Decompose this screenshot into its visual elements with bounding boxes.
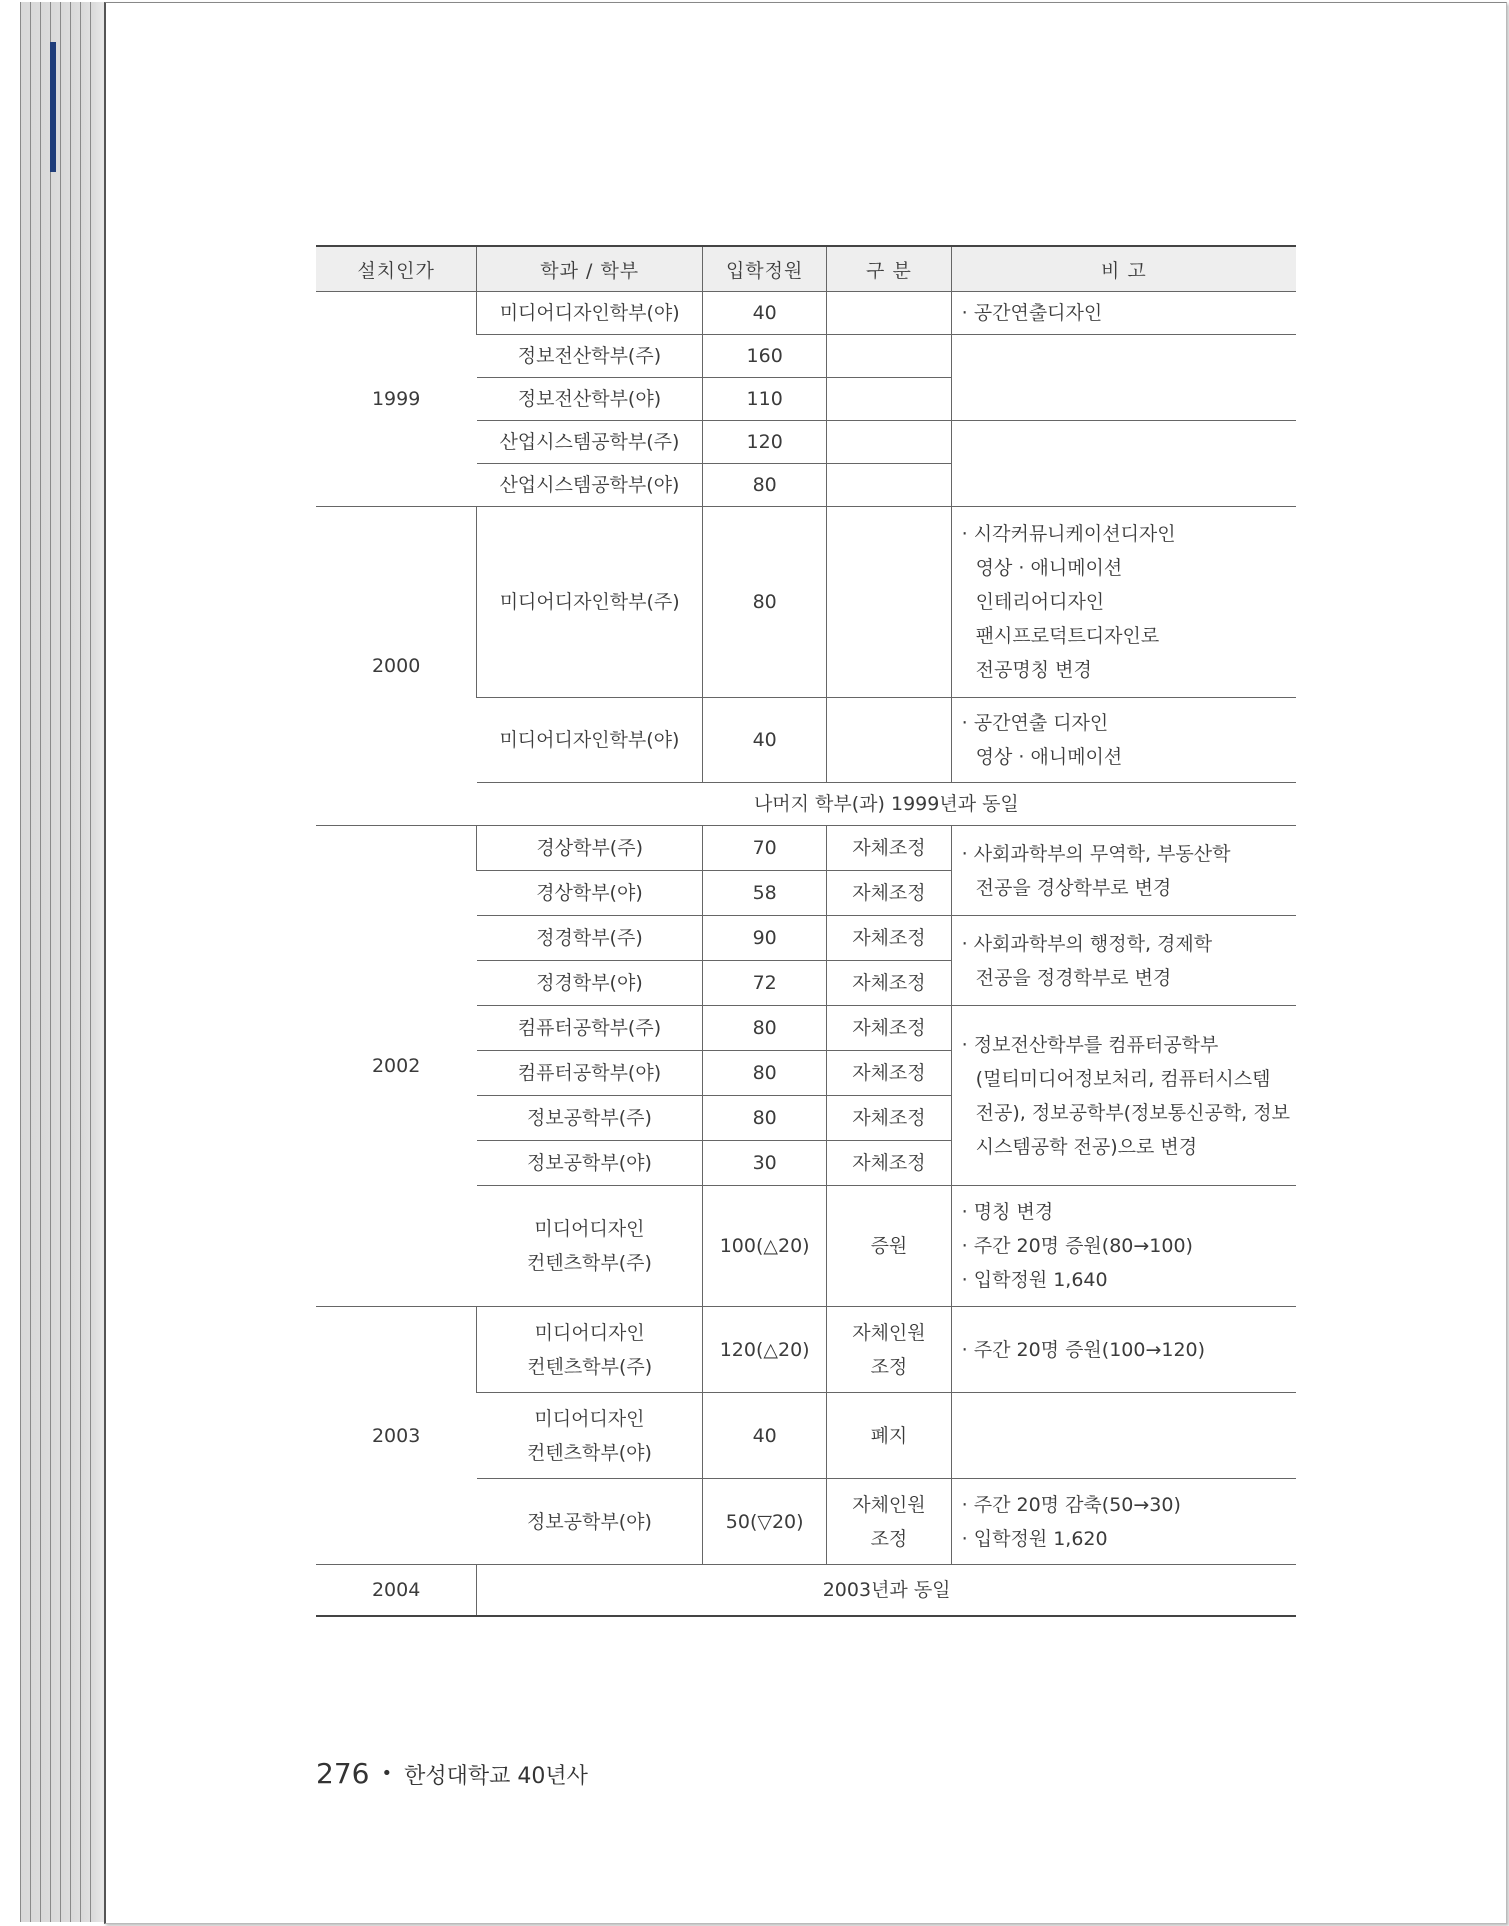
note-cell: · 사회과학부의 무역학, 부동산학 전공을 경상학부로 변경 xyxy=(951,826,1296,916)
note-cell: · 시각커뮤니케이션디자인 영상 · 애니메이션 인테리어디자인 팬시프로덕트디자인로 전공명칭 변경 xyxy=(951,507,1296,698)
admission-quota-table xyxy=(316,245,1296,1617)
type-cell: 자체조정 xyxy=(827,1051,951,1096)
type-cell: 증원 xyxy=(827,1186,951,1307)
dept-cell: 컴퓨터공학부(주) xyxy=(477,1006,703,1051)
year-cell: 2003 xyxy=(316,1307,477,1565)
quota-cell: 80 xyxy=(703,1051,827,1096)
quota-cell: 50(▽20) xyxy=(703,1479,827,1565)
bullet-separator: • xyxy=(381,1763,393,1784)
quota-cell: 80 xyxy=(703,1006,827,1051)
dept-cell: 산업시스템공학부(주) xyxy=(477,421,703,464)
type-cell: 자체조정 xyxy=(827,916,951,961)
quota-cell: 72 xyxy=(703,961,827,1006)
dept-cell: 정경학부(야) xyxy=(477,961,703,1006)
type-cell: 자체조정 xyxy=(827,1096,951,1141)
dept-cell: 정보공학부(야) xyxy=(477,1141,703,1186)
note-cell: · 명칭 변경 · 주간 20명 증원(80→100) · 입학정원 1,640 xyxy=(951,1186,1296,1307)
type-cell: 자체인원 조정 xyxy=(827,1307,951,1393)
dept-cell: 컴퓨터공학부(야) xyxy=(477,1051,703,1096)
type-cell: 자체조정 xyxy=(827,871,951,916)
note-cell xyxy=(951,421,1296,507)
dept-cell: 정보공학부(주) xyxy=(477,1096,703,1141)
type-cell xyxy=(827,507,951,698)
note-cell: · 공간연출디자인 xyxy=(951,292,1296,335)
table-row xyxy=(316,1307,1296,1393)
table-row xyxy=(316,1565,1296,1617)
note-cell: · 사회과학부의 행정학, 경제학 전공을 정경학부로 변경 xyxy=(951,916,1296,1006)
table-row xyxy=(316,292,1296,335)
quota-cell: 90 xyxy=(703,916,827,961)
page-footer xyxy=(316,1757,588,1790)
dept-cell: 미디어디자인 컨텐츠학부(주) xyxy=(477,1307,703,1393)
quota-cell: 80 xyxy=(703,507,827,698)
type-cell: 자체조정 xyxy=(827,1141,951,1186)
note-cell: · 정보전산학부를 컴퓨터공학부 (멀티미디어정보처리, 컴퓨터시스템 전공), 정보공학부(정보통신공학, 정보 시스템공학 전공)으로 변경 xyxy=(951,1006,1296,1186)
quota-cell: 120 xyxy=(703,421,827,464)
dept-cell: 미디어디자인학부(야) xyxy=(477,698,703,783)
dept-cell: 정보공학부(야) xyxy=(477,1479,703,1565)
note-cell: · 공간연출 디자인 영상 · 애니메이션 xyxy=(951,698,1296,783)
quota-cell: 58 xyxy=(703,871,827,916)
quota-cell: 30 xyxy=(703,1141,827,1186)
year-cell: 1999 xyxy=(316,292,477,507)
quota-cell: 100(△20) xyxy=(703,1186,827,1307)
span-note-cell: 나머지 학부(과) 1999년과 동일 xyxy=(477,783,1296,826)
quota-cell: 40 xyxy=(703,1393,827,1479)
quota-cell: 80 xyxy=(703,464,827,507)
dept-cell: 정경학부(주) xyxy=(477,916,703,961)
type-cell: 자체조정 xyxy=(827,961,951,1006)
cover-strip xyxy=(50,42,56,172)
quota-cell: 120(△20) xyxy=(703,1307,827,1393)
header-department: 학과 / 학부 xyxy=(477,246,703,292)
table-row xyxy=(316,507,1296,698)
header-note: 비 고 xyxy=(951,246,1296,292)
type-cell xyxy=(827,464,951,507)
header-year: 설치인가 xyxy=(316,246,477,292)
quota-cell: 80 xyxy=(703,1096,827,1141)
quota-cell: 40 xyxy=(703,698,827,783)
note-cell: · 주간 20명 증원(100→120) xyxy=(951,1307,1296,1393)
dept-cell: 경상학부(주) xyxy=(477,826,703,871)
dept-cell: 정보전산학부(야) xyxy=(477,378,703,421)
table-row xyxy=(316,826,1296,871)
type-cell: 자체조정 xyxy=(827,1006,951,1051)
type-cell: 자체조정 xyxy=(827,826,951,871)
span-note-cell: 2003년과 동일 xyxy=(477,1565,1296,1617)
type-cell xyxy=(827,378,951,421)
type-cell xyxy=(827,335,951,378)
quota-cell: 160 xyxy=(703,335,827,378)
dept-cell: 산업시스템공학부(야) xyxy=(477,464,703,507)
dept-cell: 미디어디자인학부(주) xyxy=(477,507,703,698)
book-page-edges xyxy=(20,2,110,1922)
type-cell: 자체인원 조정 xyxy=(827,1479,951,1565)
note-cell xyxy=(951,335,1296,421)
quota-cell: 40 xyxy=(703,292,827,335)
book-title: 한성대학교 40년사 xyxy=(404,1764,588,1789)
year-cell: 2004 xyxy=(316,1565,477,1617)
quota-cell: 70 xyxy=(703,826,827,871)
type-cell xyxy=(827,698,951,783)
note-cell xyxy=(951,1393,1296,1479)
note-cell: · 주간 20명 감축(50→30) · 입학정원 1,620 xyxy=(951,1479,1296,1565)
year-cell: 2000 xyxy=(316,507,477,826)
table-header-row xyxy=(316,246,1296,292)
dept-cell: 미디어디자인학부(야) xyxy=(477,292,703,335)
header-type: 구 분 xyxy=(827,246,951,292)
dept-cell: 정보전산학부(주) xyxy=(477,335,703,378)
dept-cell: 미디어디자인 컨텐츠학부(야) xyxy=(477,1393,703,1479)
quota-cell: 110 xyxy=(703,378,827,421)
year-cell: 2002 xyxy=(316,826,477,1307)
page-number: 276 xyxy=(316,1757,370,1790)
type-cell xyxy=(827,292,951,335)
type-cell: 폐지 xyxy=(827,1393,951,1479)
dept-cell: 미디어디자인 컨텐츠학부(주) xyxy=(477,1186,703,1307)
header-quota: 입학정원 xyxy=(703,246,827,292)
dept-cell: 경상학부(야) xyxy=(477,871,703,916)
type-cell xyxy=(827,421,951,464)
